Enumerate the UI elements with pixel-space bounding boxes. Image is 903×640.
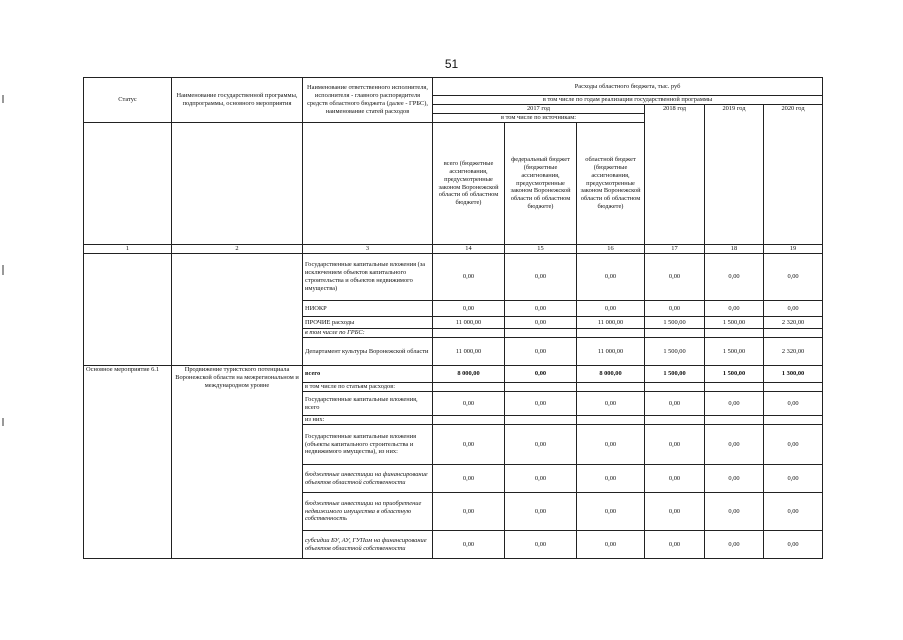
col-number: 2: [172, 245, 303, 254]
value-cell: 0,00: [645, 392, 705, 416]
table-row: [84, 254, 823, 301]
header-responsible: Наименование ответственного исполнителя, исполнителя - главного распорядителя средств областного бюджета (далее - ГРБС), наименование статей расходов: [303, 78, 433, 123]
value-cell: 0,00: [505, 392, 577, 416]
program-name-cell: Продвижение туристского потенциала Воронежской области на межрегиональном и международном уровне: [172, 366, 303, 559]
value-cell: 0,00: [705, 531, 764, 559]
value-cell: 0,00: [505, 425, 577, 465]
header-by-sources: в том числе по источникам:: [433, 114, 645, 123]
value-cell: 0,00: [577, 493, 645, 531]
value-cell: 0,00: [433, 493, 505, 531]
table-row: [84, 366, 823, 383]
value-cell: 0,00: [577, 301, 645, 317]
header-by-years: в том числе по годам реализации государственной программы: [433, 96, 823, 105]
col-number: 16: [577, 245, 645, 254]
header-year-2017: 2017 год: [433, 105, 645, 114]
header-expenses-title: Расходы областного бюджета, тыс. руб: [433, 78, 823, 96]
value-cell: 1 500,00: [645, 317, 705, 329]
header-status: Статус: [84, 78, 172, 123]
value-cell: 0,00: [577, 465, 645, 493]
value-cell: 1 300,00: [764, 366, 823, 383]
value-cell: 0,00: [645, 465, 705, 493]
value-cell: 11 000,00: [433, 338, 505, 366]
value-cell: 0,00: [505, 301, 577, 317]
row-label: НИОКР: [303, 301, 433, 317]
value-cell: 0,00: [645, 254, 705, 301]
col-number: 19: [764, 245, 823, 254]
row-label: всего: [303, 366, 433, 383]
value-cell: 0,00: [505, 317, 577, 329]
row-label: ПРОЧИЕ расходы: [303, 317, 433, 329]
col-number: 1: [84, 245, 172, 254]
value-cell: 11 000,00: [433, 317, 505, 329]
value-cell: 0,00: [705, 493, 764, 531]
col-number: 15: [505, 245, 577, 254]
value-cell: 0,00: [505, 366, 577, 383]
value-cell: 0,00: [764, 531, 823, 559]
value-cell: 1 500,00: [645, 366, 705, 383]
page-number: 51: [444, 57, 459, 71]
value-cell: 0,00: [433, 531, 505, 559]
value-cell: 0,00: [505, 493, 577, 531]
value-cell: 1 500,00: [705, 317, 764, 329]
value-cell: 0,00: [645, 301, 705, 317]
col-number: 17: [645, 245, 705, 254]
value-cell: 2 320,00: [764, 317, 823, 329]
row-label: Государственные капитальные вложения (за исключением объектов капитального строительства и объектов недвижимого имущества): [303, 254, 433, 301]
value-cell: 0,00: [645, 531, 705, 559]
value-cell: 8 000,00: [577, 366, 645, 383]
value-cell: 0,00: [645, 493, 705, 531]
value-cell: 0,00: [433, 392, 505, 416]
row-label: в том числе по ГРБС:: [303, 329, 433, 338]
col-number: 3: [303, 245, 433, 254]
header-year-2018: 2018 год: [645, 105, 705, 245]
value-cell: 0,00: [577, 254, 645, 301]
row-label: в том числе по статьям расходов:: [303, 383, 433, 392]
header-regional: областной бюджет (бюджетные ассигнования, предусмотренные законом Воронежской области об областном бюджете): [577, 123, 645, 245]
row-label: бюджетные инвестиции на приобретение недвижимого имущества в областную собственность: [303, 493, 433, 531]
program-name-cell: [172, 254, 303, 366]
value-cell: 0,00: [764, 493, 823, 531]
row-label: Государственные капитальные вложения (объекты капитального строительства и недвижимого имущества), из них:: [303, 425, 433, 465]
value-cell: 0,00: [764, 392, 823, 416]
value-cell: 0,00: [433, 425, 505, 465]
row-label: из них:: [303, 416, 433, 425]
scan-edge-mark: [2, 265, 4, 275]
value-cell: 1 500,00: [705, 366, 764, 383]
value-cell: 0,00: [505, 338, 577, 366]
row-label: бюджетные инвестиции на финансирование объектов областной собственности: [303, 465, 433, 493]
header-year-2020: 2020 год: [764, 105, 823, 245]
value-cell: 0,00: [505, 465, 577, 493]
value-cell: 0,00: [705, 392, 764, 416]
header-program-name: Наименование государственной программы, подпрограммы, основного мероприятия: [172, 78, 303, 123]
value-cell: 0,00: [645, 425, 705, 465]
value-cell: 2 320,00: [764, 338, 823, 366]
status-cell: Основное мероприятие 6.1: [84, 366, 172, 559]
row-label: Государственные капитальные вложения, всего: [303, 392, 433, 416]
value-cell: 0,00: [433, 254, 505, 301]
value-cell: 0,00: [764, 254, 823, 301]
value-cell: 0,00: [505, 531, 577, 559]
value-cell: 8 000,00: [433, 366, 505, 383]
value-cell: 0,00: [764, 465, 823, 493]
row-label: субсидии БУ, АУ, ГУПам на финансирование объектов областной собственности: [303, 531, 433, 559]
scan-edge-mark: [2, 418, 4, 426]
value-cell: 1 500,00: [705, 338, 764, 366]
value-cell: 0,00: [764, 301, 823, 317]
header-federal: федеральный бюджет (бюджетные ассигнования, предусмотренные законом Воронежской области об областном бюджете): [505, 123, 577, 245]
value-cell: 1 500,00: [645, 338, 705, 366]
col-number: 14: [433, 245, 505, 254]
value-cell: 0,00: [764, 425, 823, 465]
value-cell: 0,00: [705, 254, 764, 301]
value-cell: 0,00: [433, 301, 505, 317]
value-cell: 0,00: [577, 392, 645, 416]
value-cell: 0,00: [705, 301, 764, 317]
value-cell: 0,00: [433, 465, 505, 493]
header-total: всего (бюджетные ассигнования, предусмотренные законом Воронежской области об областном бюджете): [433, 123, 505, 245]
row-label: Департамент культуры Воронежской области: [303, 338, 433, 366]
value-cell: 0,00: [705, 465, 764, 493]
scan-edge-mark: [2, 95, 4, 103]
value-cell: 0,00: [505, 254, 577, 301]
value-cell: 11 000,00: [577, 338, 645, 366]
budget-table: [83, 77, 823, 559]
value-cell: 0,00: [577, 425, 645, 465]
value-cell: 0,00: [577, 531, 645, 559]
status-cell: [84, 254, 172, 366]
value-cell: 11 000,00: [577, 317, 645, 329]
header-year-2019: 2019 год: [705, 105, 764, 245]
col-number: 18: [705, 245, 764, 254]
value-cell: 0,00: [705, 425, 764, 465]
